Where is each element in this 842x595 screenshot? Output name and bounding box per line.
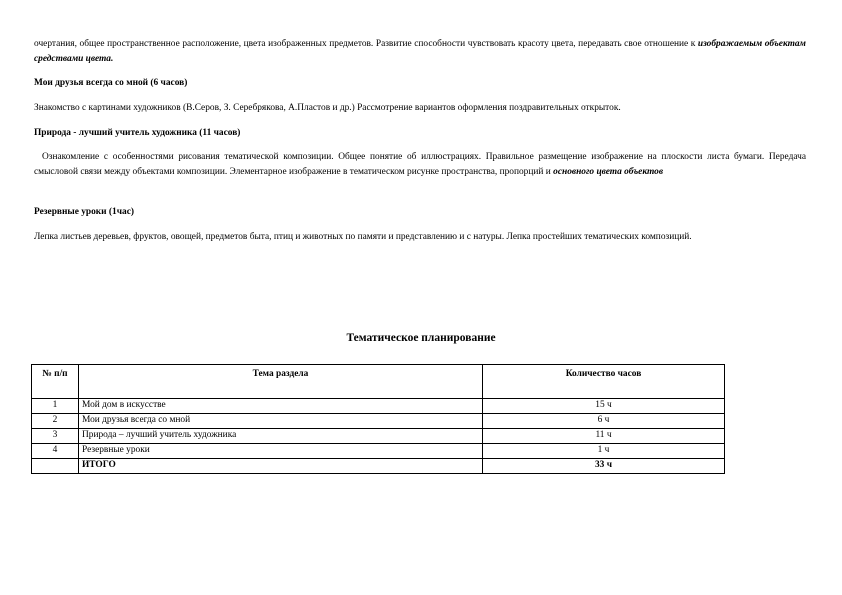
table-title: Тематическое планирование <box>346 332 496 344</box>
section-heading-reserve: Резервные уроки (1час) <box>34 207 134 217</box>
row-number: 4 <box>32 444 79 459</box>
paragraph-nature-emphasis: основного цвета объектов <box>553 167 664 177</box>
row-number: 1 <box>32 399 79 414</box>
total-label: ИТОГО <box>79 459 483 474</box>
paragraph-reserve: Лепка листьев деревьев, фруктов, овощей, предметов быта, птиц и животных по памяти и представлению и с натуры. Лепка простейших тематических композиций. <box>34 232 692 242</box>
paragraph-nature <box>34 150 806 180</box>
header-hours: Количество часов <box>483 365 725 399</box>
row-hours: 1 ч <box>483 444 725 459</box>
paragraph-color-text: очертания, общее пространственное расположение, цвета изображенных предметов. Развитие способности чувствовать красоту цвета, передавать свое отношение к <box>34 39 698 49</box>
row-topic: Мои друзья всегда со мной <box>79 414 483 429</box>
table-header-row <box>32 365 725 399</box>
row-topic: Мой дом в искусстве <box>79 399 483 414</box>
paragraph-color-intro <box>34 37 806 67</box>
header-topic: Тема раздела <box>79 365 483 399</box>
section-heading-friends: Мои друзья всегда со мной (6 часов) <box>34 78 188 88</box>
row-hours: 6 ч <box>483 414 725 429</box>
row-hours: 15 ч <box>483 399 725 414</box>
planning-table <box>31 364 725 474</box>
table-row <box>32 414 725 429</box>
table-row <box>32 429 725 444</box>
section-heading-nature: Природа - лучший учитель художника (11 часов) <box>34 128 241 138</box>
row-topic: Природа – лучший учитель художника <box>79 429 483 444</box>
row-number: 2 <box>32 414 79 429</box>
paragraph-color-emphasis: изображаемым объектам средствами цвета. <box>34 39 806 64</box>
paragraph-nature-text: Ознакомление с особенностями рисования тематической композиции. Общее понятие об иллюстрациях. Правильное размещение изображение на плоскости листа бумаги. Передача смысловой связи между объектами композиции. Элементарное изображение в тематическом рисунке пространства, пропорций и <box>34 152 806 177</box>
table-row <box>32 444 725 459</box>
paragraph-friends: Знакомство с картинами художников (В.Серов, З. Серебрякова, А.Пластов и др.) Рассмотрение вариантов оформления поздравительных открыток. <box>34 103 621 113</box>
row-topic: Резервные уроки <box>79 444 483 459</box>
table-total-row <box>32 459 725 474</box>
row-number: 3 <box>32 429 79 444</box>
header-number: № п/п <box>32 365 79 399</box>
total-number <box>32 459 79 474</box>
table-row <box>32 399 725 414</box>
row-hours: 11 ч <box>483 429 725 444</box>
total-hours: 33 ч <box>483 459 725 474</box>
